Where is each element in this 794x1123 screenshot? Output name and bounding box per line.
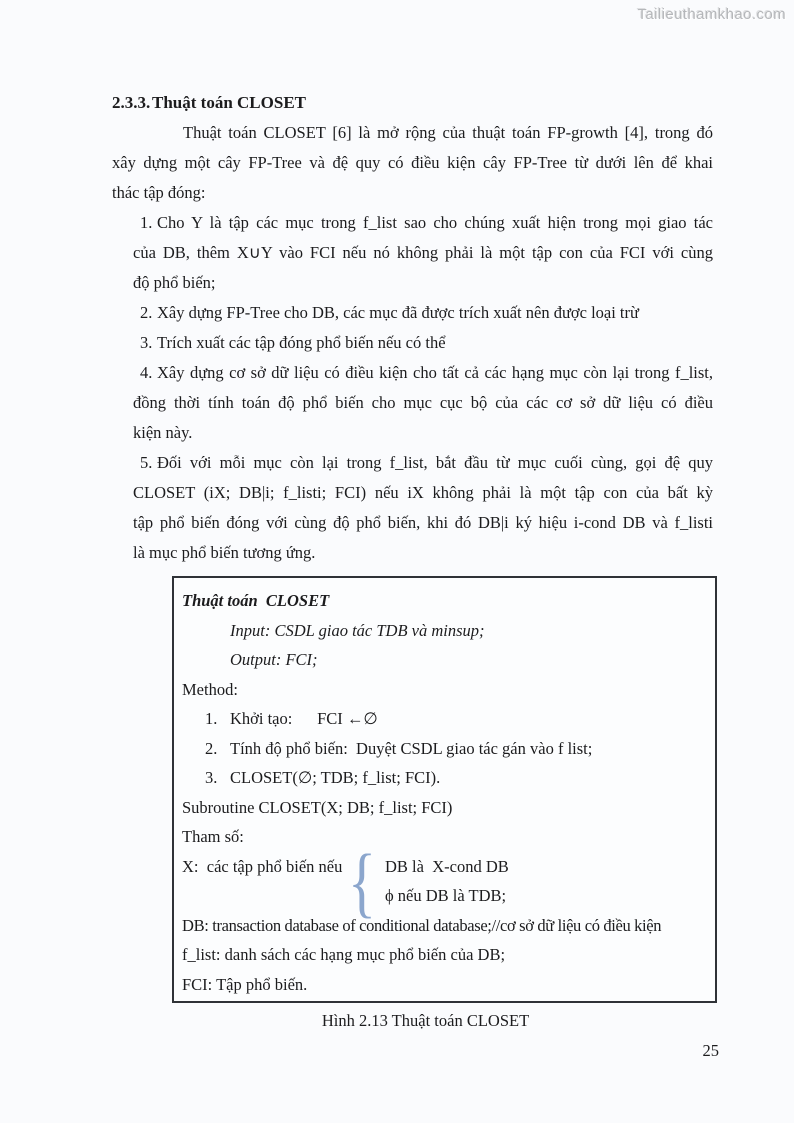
algorithm-output: Output: FCI; [230,650,318,669]
method-label: Method: [182,679,238,699]
x-case-line: DB là X-cond DB [385,856,509,876]
list-item-text: Xây dựng FP-Tree cho DB, các mục đã được trích xuất nên được loại trừ [157,303,639,322]
params-label: Tham số: [182,827,244,846]
step-text: Khởi tạo: FCI ←∅ [230,709,378,728]
list-item-text: Xây dựng cơ sở dữ liệu có điều kiện cho tất cả các hạng mục còn lại trong f_list, [157,363,713,382]
fci-parameter-line: FCI: Tập phổ biến. [182,974,308,994]
section-title: Thuật toán CLOSET [152,93,306,112]
step-number: 1. [205,709,218,728]
step-number: 2. [205,738,218,758]
section-number: 2.3.3. [112,93,151,112]
list-item-number: 2. [140,303,153,322]
numbered-list [112,208,713,568]
list-item [112,448,713,568]
step-text: CLOSET(∅; TDB; f_list; FCI). [230,768,441,787]
list-item-line [112,298,713,328]
list-item-line: CLOSET (iX; DB|i; f_listi; FCI) nếu iX không phải là một tập con của bất kỳ [133,483,713,502]
list-item-text: Trích xuất các tập đóng phổ biến nếu có thể [157,333,446,352]
algorithm-input: Input: CSDL giao tác TDB và minsup; [230,620,485,640]
list-item-line [112,208,713,238]
list-item [112,298,713,328]
list-item-text: Đối với mỗi mục còn lại trong f_list, bắt đầu từ mục cuối cùng, gọi đệ quy [157,453,713,472]
list-item-line: tập phổ biến đóng với cùng độ phổ biến, khi đó DB|i ký hiệu i-cond DB và f_listi [133,513,713,532]
list-item-number: 3. [140,333,153,352]
left-brace-glyph: { [348,837,377,925]
flist-parameter-line: f_list: danh sách các hạng mục phổ biến của DB; [182,945,506,964]
x-parameter-cases [385,852,509,911]
list-item-number: 5. [140,453,153,472]
page-body [112,88,713,568]
list-item-line: của DB, thêm X∪Y vào FCI nếu nó không phải là một tập con của FCI với cùng [133,243,713,262]
site-watermark: Tailieuthamkhao.com [637,6,786,23]
section-heading [112,88,713,118]
list-item-line: độ phổ biến; [133,273,216,292]
algorithm-title: Thuật toán CLOSET [182,591,330,610]
x-parameter-label: X: các tập phổ biến nếu [182,856,343,876]
algorithm-step [182,734,707,764]
algorithm-step [182,763,707,793]
list-item-number: 1. [140,213,153,232]
paragraph-line: thác tập đóng: [112,183,206,202]
intro-paragraph [112,118,713,208]
list-item [112,358,713,448]
list-item-number: 4. [140,363,153,382]
step-text: Tính độ phổ biến: Duyệt CSDL giao tác gán vào f list; [230,738,593,758]
list-item-line: đồng thời tính toán độ phổ biến cho mục cục bộ của các cơ sở dữ liệu có điều [133,393,713,412]
algorithm-step [182,704,707,734]
list-item-text: Cho Y là tập các mục trong f_list sao cho chúng xuất hiện trong mọi giao tác [157,213,713,232]
list-item [112,328,713,358]
paragraph-line: Thuật toán CLOSET [6] là mở rộng của thuật toán FP-growth [4], trong đó [183,123,713,142]
list-item-line [112,328,713,358]
paragraph-line: xây dựng một cây FP-Tree và đệ quy có điều kiện cây FP-Tree từ dưới lên để khai [112,153,713,172]
page-number: 25 [702,1041,719,1060]
subroutine-line: Subroutine CLOSET(X; DB; f_list; FCI) [182,797,453,817]
figure-caption: Hình 2.13 Thuật toán CLOSET [321,1011,530,1030]
list-item-line [112,358,713,388]
list-item [112,208,713,298]
list-item-line: là mục phổ biến tương ứng. [133,543,316,562]
list-item-line: kiện này. [133,423,193,442]
step-number: 3. [205,768,218,787]
x-case-line: ϕ nếu DB là TDB; [385,886,507,905]
algorithm-figure-box [172,576,717,1003]
list-item-line [112,448,713,478]
db-parameter-line: DB: transaction database of conditional database;//cơ sở dữ liệu có điều kiện [182,915,662,935]
